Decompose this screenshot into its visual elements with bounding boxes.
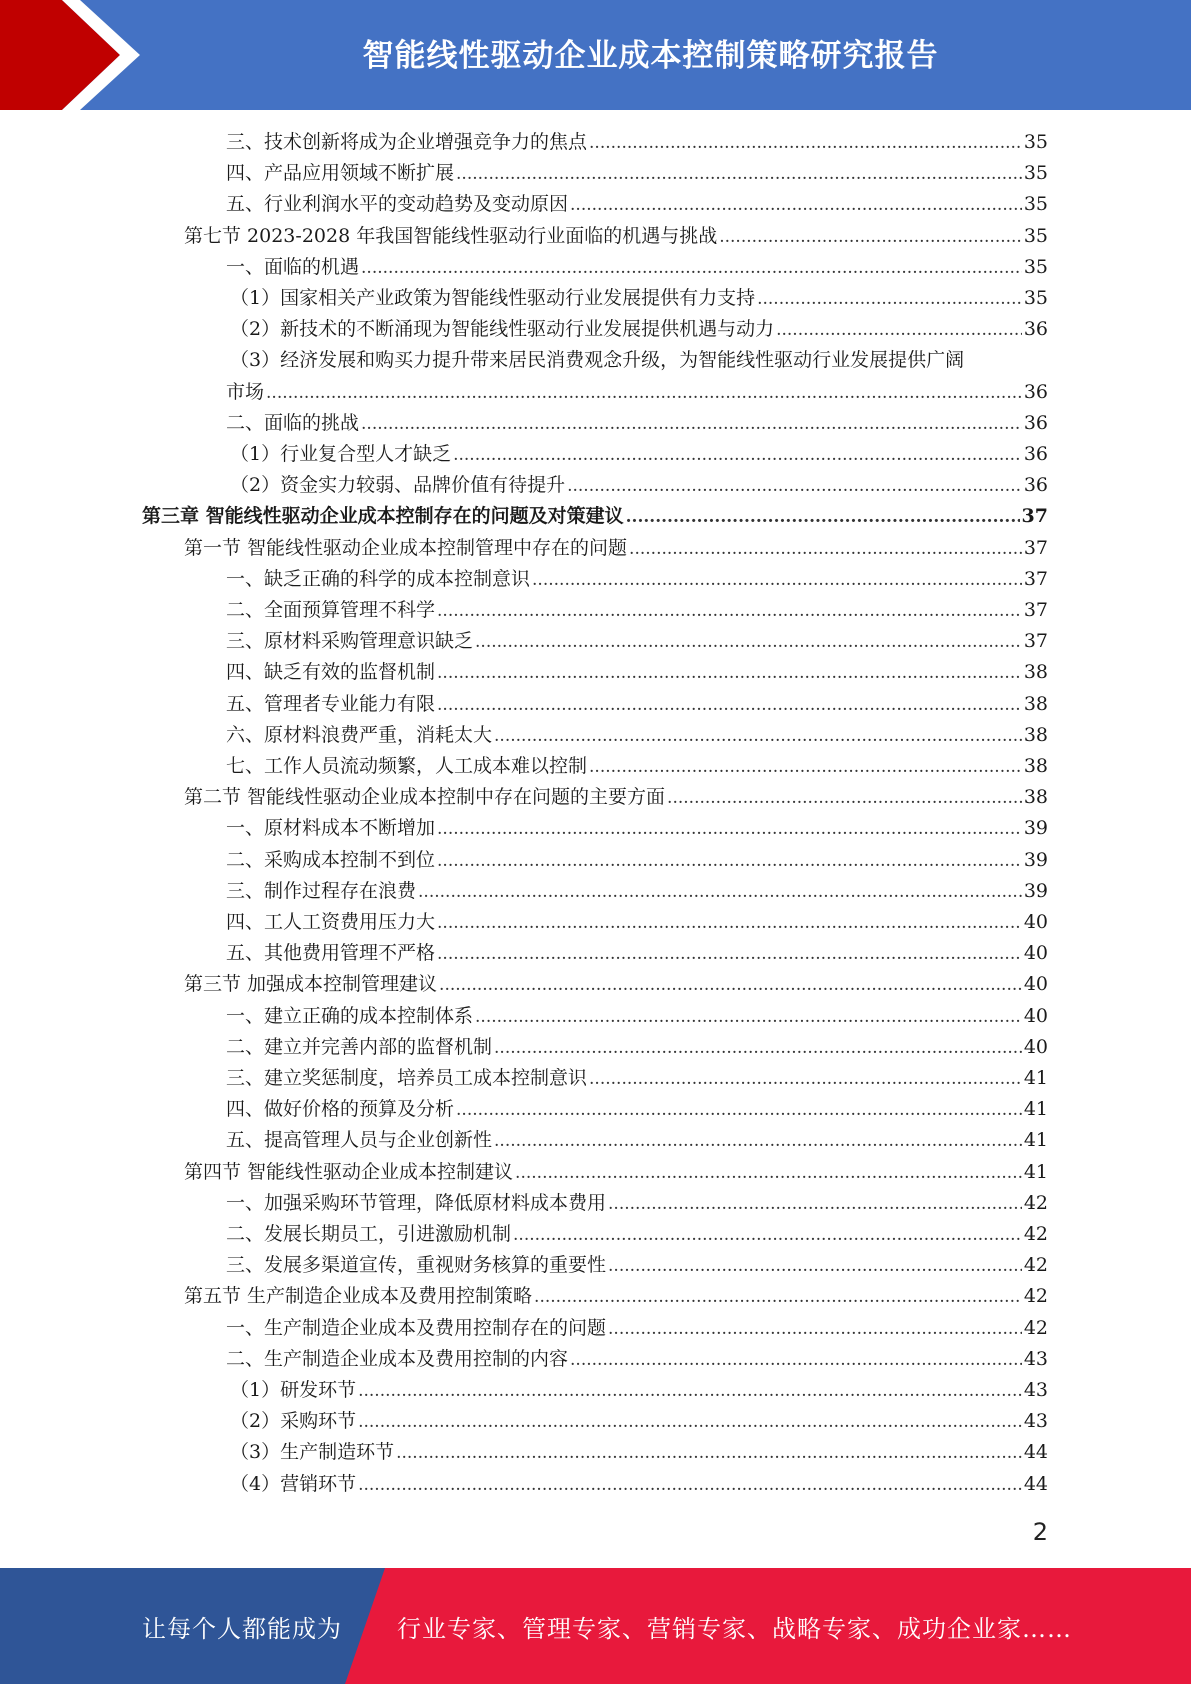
toc-entry-label: 第五节 生产制造企业成本及费用控制策略 [184,1285,533,1307]
toc-section-entry[interactable] [184,969,1048,1000]
header-red-block [0,0,120,110]
toc-entry-label: （1）研发环节 [230,1379,357,1401]
toc-entry-label: 一、缺乏正确的科学的成本控制意识 [226,568,531,590]
toc-dot-leader [358,1469,1022,1501]
toc-subsection-entry[interactable] [226,938,1048,969]
toc-page-number: 35 [1023,225,1048,247]
toc-page-number: 35 [1023,287,1048,309]
toc-subsection-entry[interactable] [226,1094,1048,1125]
toc-subsection-entry[interactable] [226,1219,1048,1250]
toc-entry-label: 二、全面预算管理不科学 [226,599,436,621]
toc-page-number: 40 [1023,1036,1048,1058]
toc-entry-label: 三、技术创新将成为企业增强竞争力的焦点 [226,131,588,153]
toc-dot-leader [437,938,1022,970]
toc-subsection-entry[interactable] [226,876,1048,907]
toc-page-number: 44 [1023,1441,1048,1463]
toc-entry-label: （1）行业复合型人才缺乏 [230,443,452,465]
toc-entry-label: （2）新技术的不断涌现为智能线性驱动行业发展提供机遇与动力 [230,318,775,340]
toc-entry-label: 三、制作过程存在浪费 [226,880,417,902]
toc-dot-leader [776,314,1022,346]
toc-page-number: 40 [1023,1005,1048,1027]
toc-page-number: 37 [1023,568,1048,590]
toc-subsection-entry[interactable] [226,1001,1048,1032]
toc-subsection-entry[interactable] [230,470,1048,501]
toc-page-number: 42 [1023,1254,1048,1276]
toc-dot-leader [626,501,1020,533]
toc-subsection-entry[interactable] [226,813,1048,844]
toc-entry-label: 二、采购成本控制不到位 [226,849,436,871]
toc-entry-label: 二、发展长期员工，引进激励机制 [226,1223,512,1245]
toc-page-number: 43 [1023,1348,1048,1370]
toc-page-number: 38 [1023,661,1048,683]
toc-page-number: 36 [1023,412,1048,434]
toc-dot-leader [567,470,1022,502]
toc-page-number: 36 [1023,443,1048,465]
toc-entry-label: 四、做好价格的预算及分析 [226,1098,455,1120]
toc-subsection-entry[interactable] [226,751,1048,782]
toc-dot-leader [437,595,1022,627]
toc-subsection-entry[interactable] [226,377,1048,408]
toc-dot-leader [629,533,1022,565]
toc-page-number: 37 [1023,537,1048,559]
toc-dot-leader [456,158,1022,190]
toc-page-number: 42 [1023,1317,1048,1339]
toc-entry-label: 六、原材料浪费严重，消耗太大 [226,724,493,746]
toc-entry-label: 二、建立并完善内部的监督机制 [226,1036,493,1058]
toc-dot-leader [608,1250,1022,1282]
toc-subsection-entry[interactable] [230,1375,1048,1406]
toc-subsection-entry[interactable] [226,689,1048,720]
toc-dot-leader [570,189,1022,221]
toc-dot-leader [358,1375,1022,1407]
toc-entry-label: 三、原材料采购管理意识缺乏 [226,630,474,652]
toc-entry-label: （2）资金实力较弱、品牌价值有待提升 [230,474,566,496]
toc-page-number: 41 [1023,1098,1048,1120]
toc-subsection-entry[interactable] [230,1437,1048,1468]
toc-dot-leader [437,845,1022,877]
toc-page-number: 39 [1023,817,1048,839]
toc-subsection-entry[interactable] [230,283,1048,314]
toc-dot-leader [266,377,1022,409]
toc-entry-label: 第一节 智能线性驱动企业成本控制管理中存在的问题 [184,537,628,559]
toc-page-number: 44 [1023,1473,1048,1495]
toc-entry-label: 三、建立奖惩制度，培养员工成本控制意识 [226,1067,588,1089]
toc-dot-leader [475,626,1022,658]
toc-subsection-entry[interactable] [226,626,1048,657]
toc-page-number: 37 [1021,505,1048,527]
toc-dot-leader [437,813,1022,845]
toc-subsection-entry[interactable] [226,564,1048,595]
toc-dot-leader [437,657,1022,689]
toc-entry-label: （4）营销环节 [230,1473,357,1495]
toc-dot-leader [667,782,1022,814]
toc-page-number: 43 [1023,1379,1048,1401]
toc-subsection-entry[interactable] [226,189,1048,220]
toc-entry-label: 一、生产制造企业成本及费用控制存在的问题 [226,1317,607,1339]
toc-entry-label: 三、发展多渠道宣传，重视财务核算的重要性 [226,1254,607,1276]
toc-page-number: 39 [1023,849,1048,871]
toc-entry-label: 四、产品应用领域不断扩展 [226,162,455,184]
footer-slogan-left: 让每个人都能成为 [142,1614,342,1643]
toc-subsection-entry[interactable] [226,907,1048,938]
toc-dot-leader [570,1344,1022,1376]
toc-entry-label: （1）国家相关产业政策为智能线性驱动行业发展提供有力支持 [230,287,756,309]
toc-entry-label[interactable]: （3）经济发展和购买力提升带来居民消费观念升级，为智能线性驱动行业发展提供广阔 [230,349,965,371]
toc-page-number: 38 [1023,786,1048,808]
toc-entry-label: 第七节 2023-2028 年我国智能线性驱动行业面临的机遇与挑战 [184,225,718,247]
toc-page-number: 35 [1023,193,1048,215]
header-arrow-decoration [0,0,160,110]
toc-subsection-entry[interactable] [226,1188,1048,1219]
toc-chapter-entry[interactable] [142,501,1048,532]
toc-dot-leader [494,1032,1022,1064]
page-header [0,0,1191,110]
toc-entry-label: 第四节 智能线性驱动企业成本控制建议 [184,1161,514,1183]
toc-page-number: 38 [1023,755,1048,777]
toc-page-number: 40 [1023,942,1048,964]
toc-dot-leader [608,1188,1022,1220]
toc-subsection-entry[interactable] [226,845,1048,876]
toc-dot-leader [453,439,1022,471]
toc-page-number: 37 [1023,599,1048,621]
page-number: 2 [1032,1518,1048,1546]
toc-dot-leader [361,408,1022,440]
toc-dot-leader [513,1219,1022,1251]
toc-page-number: 42 [1023,1285,1048,1307]
toc-dot-leader [757,283,1022,315]
toc-entry-label: 第三节 加强成本控制管理建议 [184,973,438,995]
toc-page-number: 41 [1023,1129,1048,1151]
toc-subsection-entry[interactable] [226,595,1048,626]
toc-entry-label: 五、行业利润水平的变动趋势及变动原因 [226,193,569,215]
toc-subsection-entry[interactable] [226,1063,1048,1094]
toc-entry-label: 一、面临的机遇 [226,256,360,278]
toc-subsection-entry[interactable] [230,439,1048,470]
toc-dot-leader [589,751,1022,783]
toc-section-entry[interactable] [184,1281,1048,1312]
toc-subsection-entry[interactable] [226,1125,1048,1156]
toc-dot-leader [437,689,1022,721]
toc-section-entry[interactable] [184,221,1048,252]
toc-subsection-entry[interactable] [226,657,1048,688]
toc-subsection-entry[interactable] [226,1250,1048,1281]
toc-dot-leader [589,1063,1022,1095]
toc-page-number: 41 [1023,1067,1048,1089]
toc-section-entry[interactable] [184,782,1048,813]
toc-subsection-entry[interactable] [230,314,1048,345]
toc-dot-leader [534,1281,1022,1313]
toc-section-entry[interactable] [184,1157,1048,1188]
toc-entry-label: （3）生产制造环节 [230,1441,395,1463]
toc-page-number: 38 [1023,693,1048,715]
toc-dot-leader [515,1157,1022,1189]
toc-dot-leader [589,127,1022,159]
toc-subsection-entry[interactable] [226,158,1048,189]
toc-entry-label: 五、提高管理人员与企业创新性 [226,1129,493,1151]
toc-subsection-entry[interactable] [230,1406,1048,1437]
footer-slogan-right: 行业专家、管理专家、营销专家、战略专家、成功企业家…… [397,1614,1072,1643]
toc-page-number: 35 [1023,162,1048,184]
toc-dot-leader [418,876,1022,908]
toc-page-number: 36 [1023,474,1048,496]
toc-page-number: 36 [1023,381,1048,403]
toc-entry-label: 市场 [226,381,265,403]
toc-entry-label: 五、管理者专业能力有限 [226,693,436,715]
toc-dot-leader [439,969,1022,1001]
toc-dot-leader [358,1406,1022,1438]
toc-entry-label: 四、缺乏有效的监督机制 [226,661,436,683]
toc-subsection-entry[interactable] [226,252,1048,283]
toc-entry-label: 五、其他费用管理不严格 [226,942,436,964]
toc-entry-label: 一、建立正确的成本控制体系 [226,1005,474,1027]
toc-dot-leader [719,221,1022,253]
toc-page-number: 40 [1023,911,1048,933]
toc-subsection-entry[interactable] [226,1032,1048,1063]
toc-subsection-entry[interactable] [226,1344,1048,1375]
document-title: 智能线性驱动企业成本控制策略研究报告 [362,37,939,74]
toc-entry-label: 第二节 智能线性驱动企业成本控制中存在问题的主要方面 [184,786,666,808]
toc-dot-leader [494,720,1022,752]
toc-page-number: 35 [1023,256,1048,278]
toc-dot-leader [437,907,1022,939]
toc-subsection-entry[interactable] [226,720,1048,751]
toc-dot-leader [608,1313,1022,1345]
toc-page-number: 41 [1023,1161,1048,1183]
toc-subsection-entry[interactable] [226,1313,1048,1344]
toc-page-number: 43 [1023,1410,1048,1432]
toc-entry-label: 第三章 智能线性驱动企业成本控制存在的问题及对策建议 [142,505,624,527]
toc-page-number: 38 [1023,724,1048,746]
toc-page-number: 39 [1023,880,1048,902]
toc-dot-leader [396,1437,1022,1469]
toc-entry-label: 七、工作人员流动频繁，人工成本难以控制 [226,755,588,777]
toc-entry-label: 二、面临的挑战 [226,412,360,434]
toc-dot-leader [475,1001,1022,1033]
toc-subsection-entry[interactable] [226,408,1048,439]
toc-page-number: 42 [1023,1223,1048,1245]
toc-section-entry[interactable] [184,533,1048,564]
toc-page-number: 42 [1023,1192,1048,1214]
toc-subsection-entry[interactable] [230,1469,1048,1500]
toc-page-number: 35 [1023,131,1048,153]
toc-subsection-entry[interactable] [226,127,1048,158]
toc-entry-label: （2）采购环节 [230,1410,357,1432]
toc-page-number: 37 [1023,630,1048,652]
toc-entry-label: 四、工人工资费用压力大 [226,911,436,933]
toc-entry-label: 一、原材料成本不断增加 [226,817,436,839]
toc-dot-leader [361,252,1022,284]
toc-dot-leader [532,564,1022,596]
toc-entry-label: 二、生产制造企业成本及费用控制的内容 [226,1348,569,1370]
toc-page-number: 36 [1023,318,1048,340]
page-footer [0,1568,1191,1684]
toc-entry-label: 一、加强采购环节管理，降低原材料成本费用 [226,1192,607,1214]
toc-dot-leader [494,1125,1022,1157]
toc-page-number: 40 [1023,973,1048,995]
toc-dot-leader [456,1094,1022,1126]
